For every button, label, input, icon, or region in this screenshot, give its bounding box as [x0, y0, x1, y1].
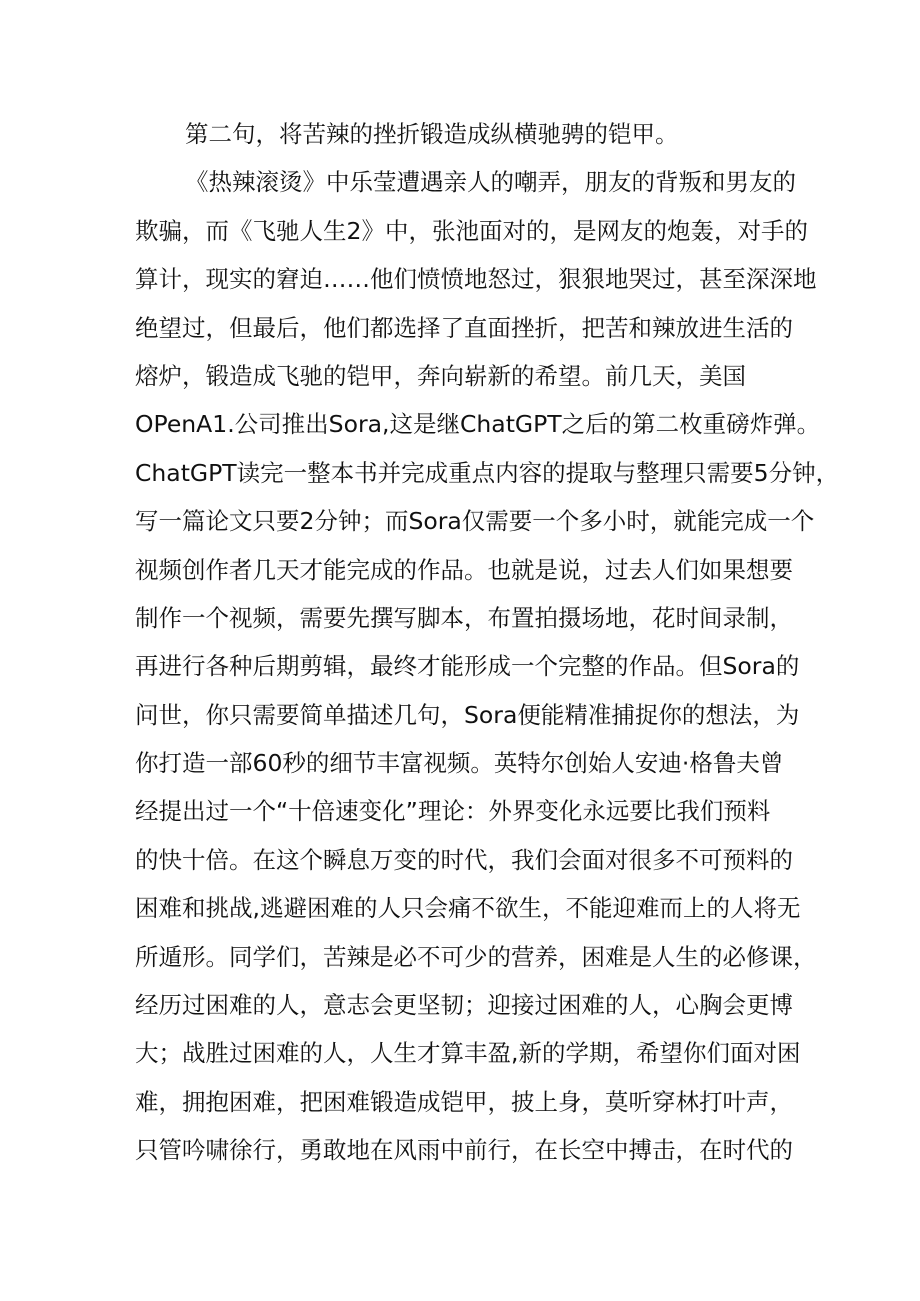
text-line: 经提出过一个“十倍速变化”理论：外界变化永远要比我们预料	[135, 797, 771, 826]
text-line: 制作一个视频，需要先撰写脚本，布置拍摄场地，花时间录制，	[135, 603, 793, 632]
text-line: ChatGPT读完一整本书并完成重点内容的提取与整理只需要5分钟，	[135, 458, 840, 487]
text-line: 绝望过，但最后，他们都选择了直面挫折，把苦和辣放进生活的	[135, 313, 793, 342]
text-line: 第二句，将苦辣的挫折锻造成纵横驰骋的铠甲。	[185, 120, 679, 148]
text-line: 你打造一部60秒的细节丰富视频。英特尔创始人安迪·格鲁夫曾	[135, 749, 784, 778]
text-line: 经历过困难的人，意志会更坚韧；迎接过困难的人，心胸会更博	[135, 991, 793, 1020]
document-body	[135, 110, 840, 1175]
text-line: 算计，现实的窘迫……他们愤愤地怒过，狠狠地哭过，甚至深深地	[135, 265, 817, 294]
text-line: 问世，你只需要简单描述几句，Sora便能精准捕捉你的想法，为	[135, 700, 800, 729]
text-line: 大；战胜过困难的人，人生才算丰盈,新的学期，希望你们面对困	[135, 1039, 801, 1068]
text-line: 只管吟啸徐行，勇敢地在风雨中前行，在长空中搏击，在时代的	[135, 1136, 793, 1165]
text-line: 难，拥抱困难，把困难锻造成铠甲，披上身，莫听穿林打叶声，	[135, 1087, 793, 1116]
text-line: 欺骗，而《飞驰人生2》中，张池面对的，是网友的炮轰，对手的	[135, 216, 808, 245]
text-line: 所遁形。同学们，苦辣是必不可少的营养，困难是人生的必修课，	[135, 942, 817, 971]
text-line: OPenA1.公司推出Sora,这是继ChatGPT之后的第二枚重磅炸弹。	[135, 410, 821, 439]
text-line: 视频创作者几天才能完成的作品。也就是说，过去人们如果想要	[135, 555, 793, 584]
text-line: 的快十倍。在这个瞬息万变的时代，我们会面对很多不可预料的	[135, 845, 793, 874]
text-line: 困难和挑战,逃避困难的人只会痛不欲生，不能迎难而上的人将无	[135, 894, 801, 923]
text-line: 熔炉，锻造成飞驰的铠甲，奔向崭新的希望。前几天，美国	[135, 361, 746, 390]
text-line: 再进行各种后期剪辑，最终才能形成一个完整的作品。但Sora的	[135, 652, 800, 681]
text-line: 写一篇论文只要2分钟；而Sora仅需要一个多小时，就能完成一个	[135, 507, 815, 536]
text-line: 《热辣滚烫》中乐莹遭遇亲人的嘲弄，朋友的背叛和男友的	[185, 168, 796, 197]
